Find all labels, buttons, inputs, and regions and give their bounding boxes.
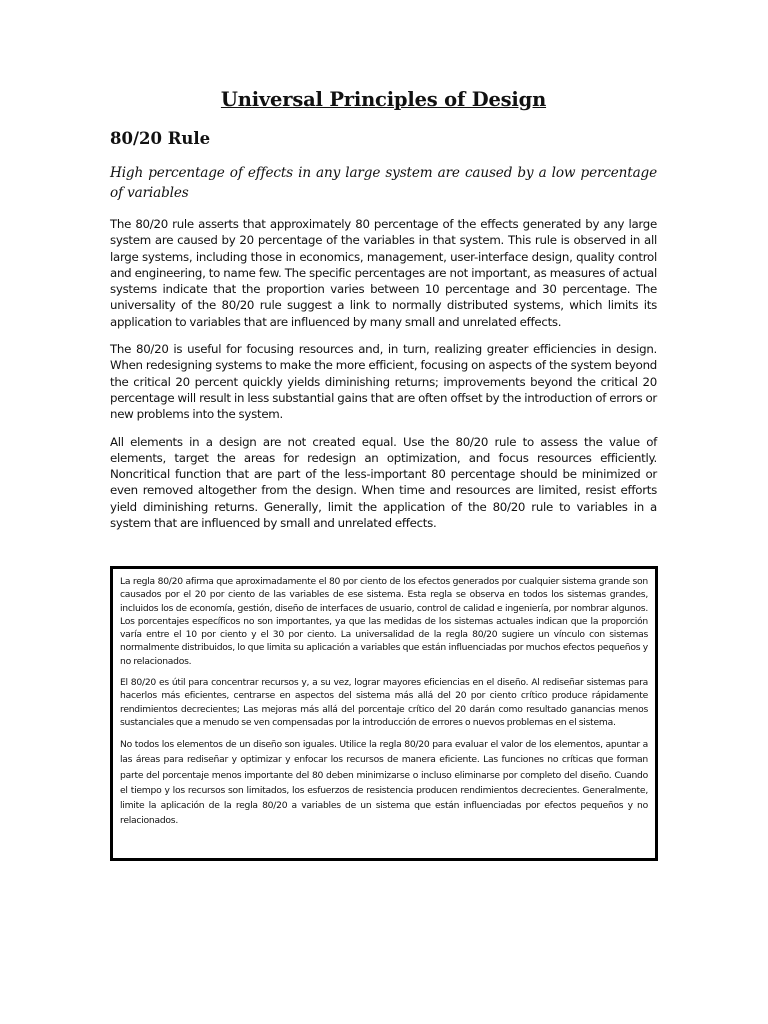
body-paragraph-2: The 80/20 is useful for focusing resources and, in turn, realizing greater efficiencies in design. When redesigning systems to make the more efficient, focusing on aspects of the system beyond the critical 20 percent quickly yields diminishing returns; improvements beyond the critical 20 percentage will result in less substantial gains that are often offset by the introduction of errors or new problems into the system. — [110, 342, 657, 422]
section-title: 80/20 Rule — [110, 129, 211, 148]
body-paragraph-3: All elements in a design are not created equal. Use the 80/20 rule to assess the value of elements, target the areas for redesign an optimization, and focus resources efficiently. Noncritical function that are part of the less-important 80 percentage should be minimized or even removed altogether from the design. When time and resources are limited, resist efforts yield diminishing returns. Generally, limit the application of the 80/20 rule to variables in a system that are influenced by small and unrelated effects. — [110, 434, 657, 531]
translation-paragraph-1: La regla 80/20 afirma que aproximadamente el 80 por ciento de los efectos generados por cualquier sistema grande son causados por el 20 por ciento de las variables de ese sistema. Esta regla se observa en todos los sistemas grandes, incluidos los de economía, gestión, diseño de interfaces de usuario, control de calidad e ingeniería, por nombrar algunos. Los porcentajes específicos no son importantes, ya que las medidas de los sistemas actuales indican que la proporción varía entre el 10 por ciento y el 30 por ciento. La universalidad de la regla 80/20 sugiere un vínculo con sistemas normalmente distribuidos, lo que limita su aplicación a variables que están influenciadas por muchos efectos pequeños y no relacionados. — [120, 576, 648, 667]
document-title: Universal Principles of Design — [220, 88, 547, 111]
translation-paragraph-3: No todos los elementos de un diseño son iguales. Utilice la regla 80/20 para evaluar el valor de los elementos, apuntar a las áreas para rediseñar y optimizar y enfocar los recursos de manera eficiente. Las funciones no críticas que forman parte del porcentaje menos importante del 80 deben minimizarse o incluso eliminarse por completo del diseño. Cuando el tiempo y los recursos son limitados, los esfuerzos de resistencia producen rendimientos decrecientes. Generalmente, limite la aplicación de la regla 80/20 a variables de un sistema que están influenciadas por efectos pequeños y no relacionados. — [120, 739, 648, 827]
section-subtitle: High percentage of effects in any large system are caused by a low percentage of variables — [110, 165, 657, 201]
body-paragraph-1: The 80/20 rule asserts that approximately 80 percentage of the effects generated by any large system are caused by 20 percentage of the variables in that system. This rule is observed in all large systems, including those in economics, management, user-interface design, quality control and engineering, to name few. The specific percentages are not important, as measures of actual systems indicate that the proportion varies between 10 percentage and 30 percentage. The universality of the 80/20 rule suggest a link to normally distributed systems, which limits its application to variables that are influenced by many small and unrelated effects. — [110, 217, 657, 329]
translation-box — [110, 566, 658, 861]
document-page — [110, 86, 657, 542]
translation-paragraph-2: El 80/20 es útil para concentrar recursos y, a su vez, lograr mayores eficiencias en el diseño. Al rediseñar sistemas para hacerlos más eficientes, centrarse en aspectos del sistema más allá del 20 por ciento crítico produce rápidamente rendimientos decrecientes; Las mejoras más allá del porcentaje crítico del 20 darán como resultado ganancias menos sustanciales que a menudo se ven compensadas por la introducción de errores o nuevos problemas en el sistema. — [120, 677, 648, 728]
